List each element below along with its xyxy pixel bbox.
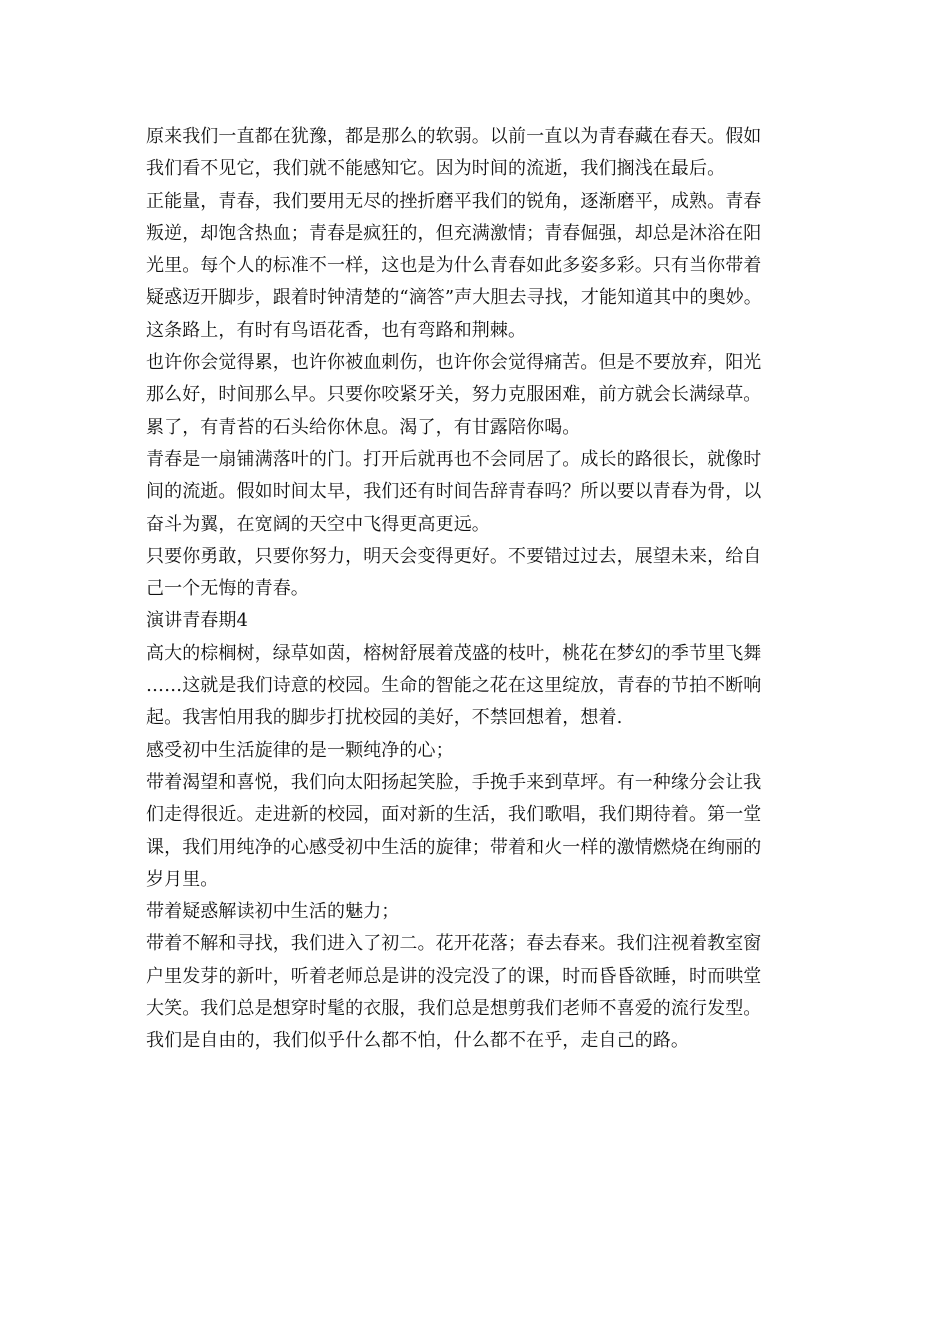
paragraph-line: 我们是自由的，我们似乎什么都不怕，什么都不在乎，走自己的路。 [146,1030,689,1052]
paragraph-line: 带着渴望和喜悦，我们向太阳扬起笑脸，手挽手来到草坪。有一种缘分会让我 [146,771,762,793]
paragraph [146,347,810,444]
paragraph-line: 间的流逝。假如时间太早，我们还有时间告辞青春吗？所以要以青春为骨，以 [146,481,762,503]
paragraph [146,444,810,541]
paragraph [146,186,810,347]
paragraph [146,541,810,606]
paragraph-line: 疑惑迈开脚步，跟着时钟清楚的“滴答”声大胆去寻找，才能知道其中的奥妙。 [146,287,762,309]
paragraph-line: 带着不解和寻找，我们进入了初二。花开花落；春去春来。我们注视着教室窗 [146,933,762,955]
paragraph-line: 光里。每个人的标准不一样，这也是为什么青春如此多姿多彩。只有当你带着 [146,255,762,277]
paragraph-line: 们走得很近。走进新的校园，面对新的生活，我们歌唱，我们期待着。第一堂 [146,804,762,826]
paragraph-line: 累了，有青苔的石头给你休息。渴了，有甘露陪你喝。 [146,416,581,438]
paragraph-line: 也许你会觉得累，也许你被血刺伤，也许你会觉得痛苦。但是不要放弃，阳光 [146,352,762,374]
paragraph-line: 高大的棕榈树，绿草如茵，榕树舒展着茂盛的枝叶，桃花在梦幻的季节里飞舞 [146,642,762,664]
paragraph-line: 带着疑惑解读初中生活的魅力； [146,901,400,923]
paragraph-line: 青春是一扇铺满落叶的门。打开后就再也不会同居了。成长的路很长，就像时 [146,448,762,470]
paragraph-line: 起。我害怕用我的脚步打扰校园的美好，不禁回想着，想着. [146,707,623,729]
paragraph [146,767,810,896]
paragraph [146,605,810,637]
paragraph-line: 大笑。我们总是想穿时髦的衣服，我们总是想剪我们老师不喜爱的流行发型。 [146,998,762,1020]
paragraph-line: ……这就是我们诗意的校园。生命的智能之花在这里绽放，青春的节拍不断响 [146,675,762,697]
paragraph-line: 岁月里。 [146,868,219,890]
paragraph-line: 这条路上，有时有鸟语花香，也有弯路和荆棘。 [146,319,527,341]
paragraph [146,928,810,1057]
paragraph-line: 那么好，时间那么早。只要你咬紧牙关，努力克服困难，前方就会长满绿草。 [146,384,762,406]
paragraph-line: 只要你勇敢，只要你努力，明天会变得更好。不要错过过去，展望未来，给自 [146,545,762,567]
paragraph [146,735,810,767]
paragraph-line: 户里发芽的新叶，听着老师总是讲的没完没了的课，时而昏昏欲睡，时而哄堂 [146,965,762,987]
paragraph-line: 课，我们用纯净的心感受初中生活的旋律；带着和火一样的激情燃烧在绚丽的 [146,836,762,858]
paragraph-line: 原来我们一直都在犹豫，都是那么的软弱。以前一直以为青春藏在春天。假如 [146,126,762,147]
paragraph [146,638,810,735]
paragraph-line: 我们看不见它，我们就不能感知它。因为时间的流逝，我们搁浅在最后。 [146,158,726,180]
paragraph-line: 演讲青春期4 [146,610,249,632]
paragraph-line: 正能量，青春，我们要用无尽的挫折磨平我们的锐角，逐渐磨平，成熟。青春 [146,190,762,212]
paragraph-line: 奋斗为翼，在宽阔的天空中飞得更高更远。 [146,513,490,535]
document-body [146,121,810,1058]
paragraph-line: 叛逆，却饱含热血；青春是疯狂的，但充满激情；青春倔强，却总是沐浴在阳 [146,222,762,244]
paragraph-line: 感受初中生活旋律的是一颗纯净的心； [146,739,454,761]
paragraph-line: 己一个无悔的青春。 [146,578,309,600]
paragraph [146,121,810,186]
paragraph [146,896,810,928]
